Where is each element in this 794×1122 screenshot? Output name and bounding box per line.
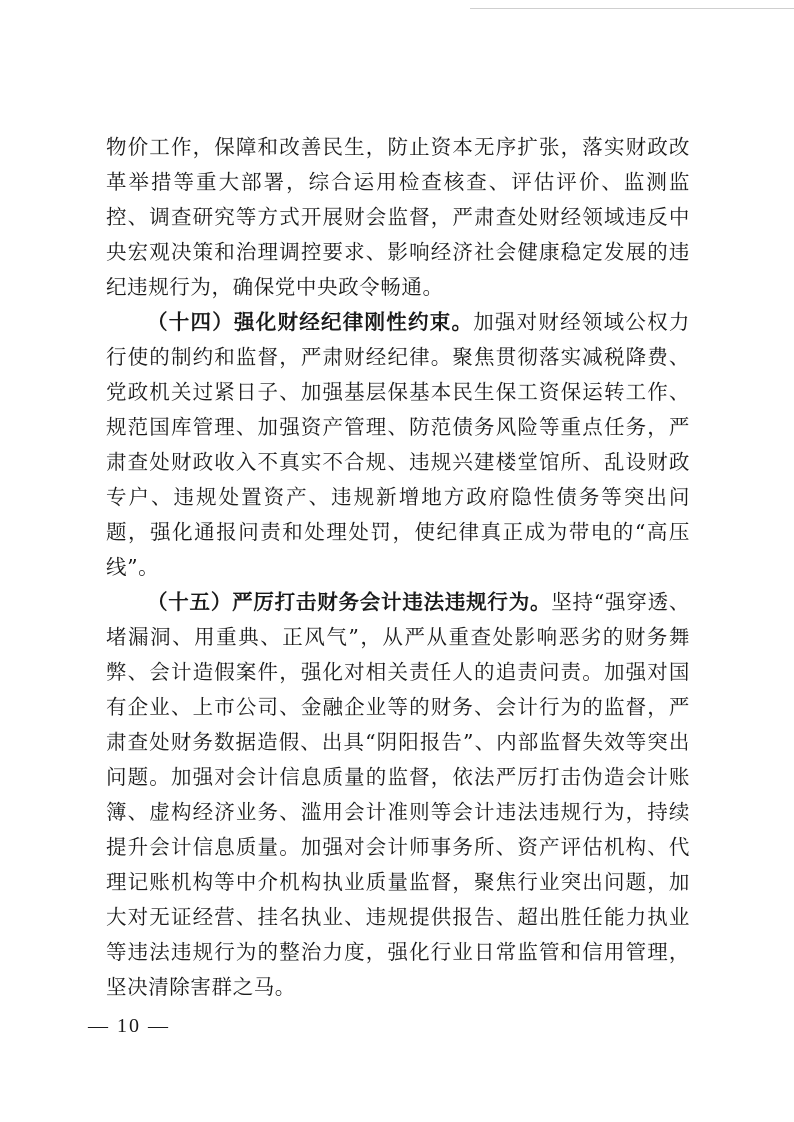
paragraph-section-15 [106,585,690,1005]
paragraph-continuation [106,130,690,305]
section-heading-15: （十五）严厉打击财务会计违法违规行为。 [147,590,552,614]
paragraph-section-14 [106,305,690,585]
top-edge-rule [470,8,794,9]
paragraph-text: 物价工作，保障和改善民生，防止资本无序扩张，落实财政改革举措等重大部署，综合运用检查核查、评估评价、监测监控、调查研究等方式开展财会监督，严肃查处财经领域违反中央宏观决策和治理调控要求、影响经济社会健康稳定发展的违纪违规行为，确保党中央政令畅通。 [106,135,690,299]
paragraph-text: 加强对财经领域公权力行使的制约和监督，严肃财经纪律。聚焦贯彻落实减税降费、党政机关过紧日子、加强基层保基本民生保工资保运转工作、规范国库管理、加强资产管理、防范债务风险等重点任务，严肃查处财政收入不真实不合规、违规兴建楼堂馆所、乱设财政专户、违规处置资产、违规新增地方政府隐性债务等突出问题，强化通报问责和处理处罚，使纪律真正成为带电的“高压线”。 [106,310,690,579]
document-body [106,130,690,1005]
paragraph-text: 坚持“强穿透、堵漏洞、用重典、正风气”，从严从重查处影响恶劣的财务舞弊、会计造假案件，强化对相关责任人的追责问责。加强对国有企业、上市公司、金融企业等的财务、会计行为的监督，严肃查处财务数据造假、出具“阴阳报告”、内部监督失效等突出问题。加强对会计信息质量的监督，依法严厉打击伪造会计账簿、虚构经济业务、滥用会计准则等会计违法违规行为，持续提升会计信息质量。加强对会计师事务所、资产评估机构、代理记账机构等中介机构执业质量监督，聚焦行业突出问题，加大对无证经营、挂名执业、违规提供报告、超出胜任能力执业等违法违规行为的整治力度，强化行业日常监管和信用管理，坚决清除害群之马。 [106,590,690,999]
page-number: — 10 — [88,1015,170,1037]
section-heading-14: （十四）强化财经纪律刚性约束。 [147,310,474,334]
